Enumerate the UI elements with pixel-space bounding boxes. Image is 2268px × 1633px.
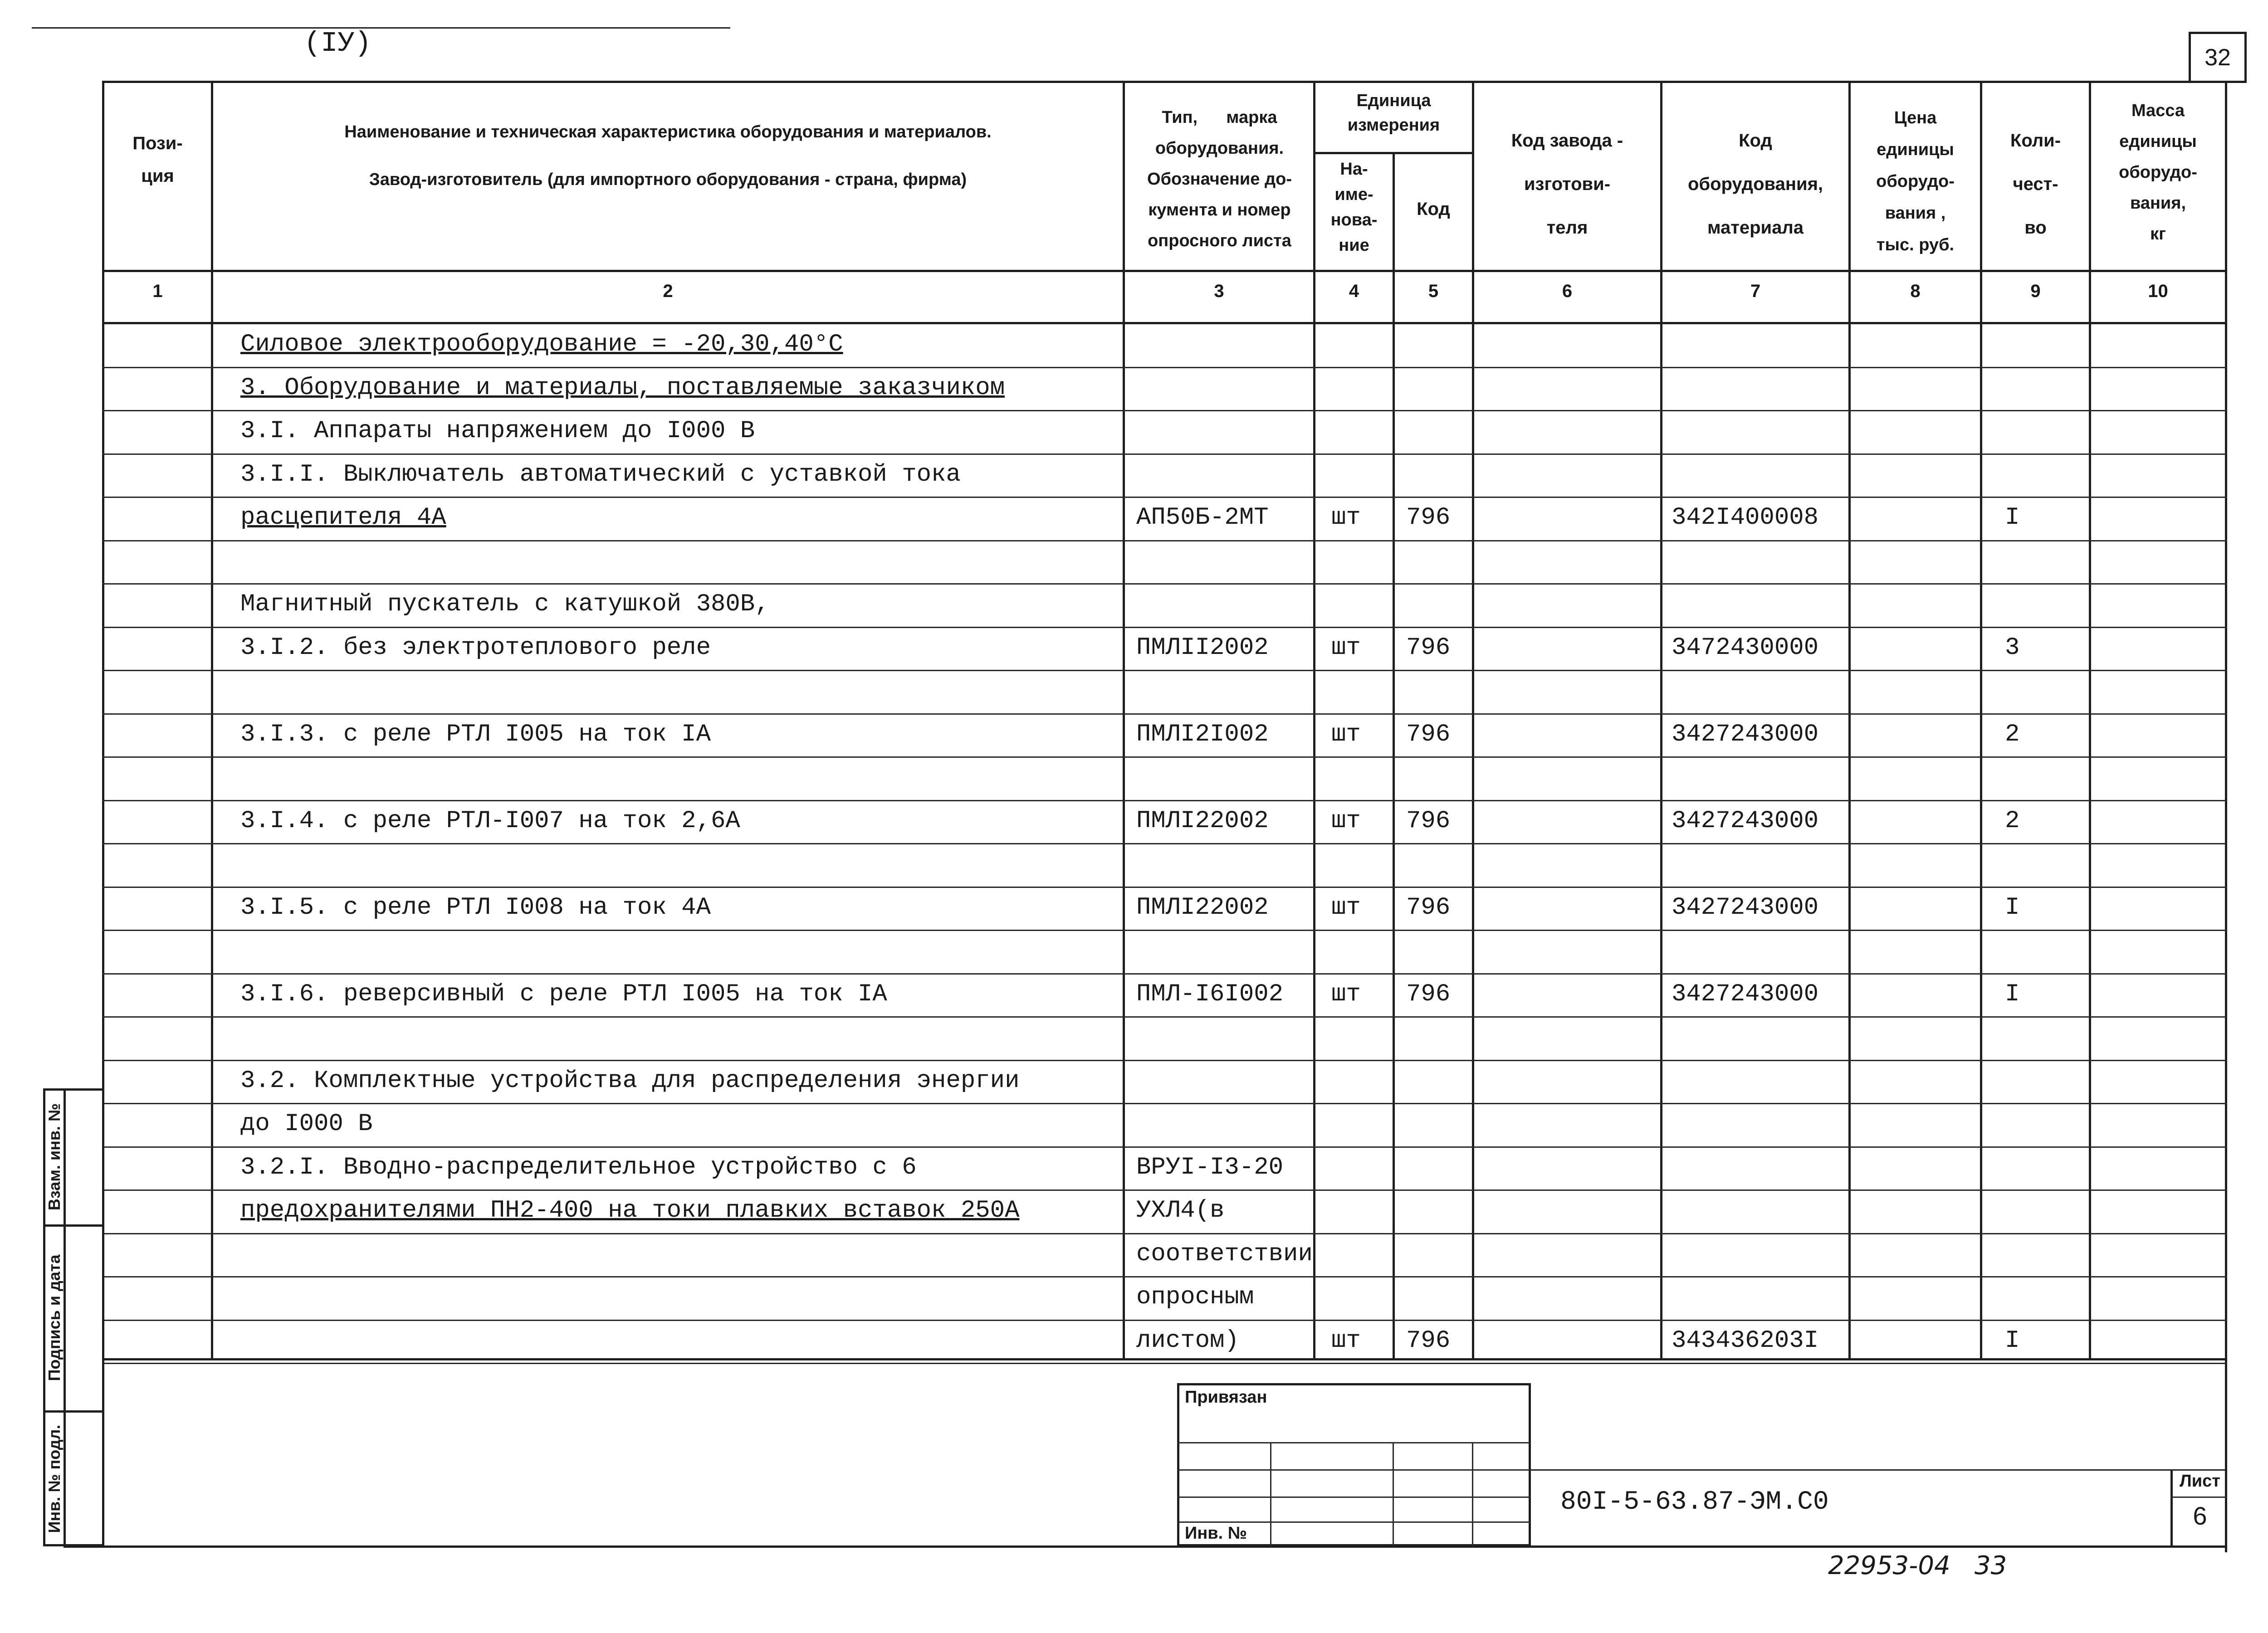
header-quantity: Коли- чест- во (2010, 131, 2061, 238)
cell-type: ПМЛII2002 (1136, 634, 1269, 662)
table-row (0, 931, 2268, 975)
cell-name: 3.2.I. Вводно-распределительное устройство с 6 (240, 1153, 917, 1181)
cell-code: 796 (1406, 1326, 1451, 1355)
page-number: 32 (2204, 44, 2231, 71)
cell-unit: шт (1331, 980, 1361, 1008)
cell-name: 3.I.5. с реле РТЛ I008 на ток 4А (240, 893, 711, 921)
table-row (0, 974, 2268, 1019)
table-row (0, 801, 2268, 845)
cell-unit: шт (1331, 1326, 1361, 1355)
cell-unit: шт (1331, 720, 1361, 748)
row-divider (102, 1363, 2227, 1364)
list-label: Лист (2180, 1472, 2220, 1491)
stamp-row-1 (1177, 1442, 1531, 1443)
handwritten-number: 22953-04 33 (1828, 1551, 2007, 1580)
cell-qty: 3 (2005, 634, 2020, 662)
table-top-border (102, 81, 2247, 83)
colnum-3: 3 (1214, 281, 1224, 301)
table-row (0, 584, 2268, 629)
cell-name: 3.2. Комплектные устройства для распределения энергии (240, 1067, 1020, 1095)
cell-code: 796 (1406, 634, 1451, 662)
cell-name: 3.I. Аппараты напряжением до I000 В (240, 417, 755, 445)
table-row (0, 1321, 2268, 1365)
table-row (0, 454, 2268, 499)
cell-name: 3.I.2. без электротеплового реле (240, 634, 711, 662)
cell-code: 796 (1406, 807, 1451, 835)
table-row (0, 497, 2268, 542)
cell-name: 3.I.I. Выключатель автоматический с уставкой тока (240, 460, 961, 488)
cell-type: соответствии (1136, 1240, 1313, 1268)
table-row (0, 757, 2268, 802)
table-row (0, 1277, 2268, 1321)
cell-name: Силовое электрооборудование = -20,30,40°С (240, 331, 843, 358)
list-number: 6 (2193, 1501, 2207, 1530)
cell-unit: шт (1331, 504, 1361, 531)
cell-equip: 3427243000 (1672, 893, 1819, 921)
table-row (0, 671, 2268, 715)
stamp-col-1 (1270, 1442, 1271, 1546)
table-row (0, 1104, 2268, 1148)
header-unit-group: Единица измерения (1347, 91, 1440, 135)
header-bottom-line (102, 270, 2227, 272)
stamp-col-3 (1472, 1442, 1473, 1546)
colnum-9: 9 (2030, 281, 2041, 301)
cell-type: ПМЛI22002 (1136, 807, 1269, 835)
table-row (0, 324, 2268, 369)
cell-type: ПМЛI2I002 (1136, 720, 1269, 748)
cell-type: АП50Б-2МТ (1136, 504, 1269, 531)
cell-type: ПМЛ-I6I002 (1136, 980, 1284, 1008)
header-equipment-code: Код оборудования, материала (1687, 131, 1823, 238)
title-block-line (1531, 1469, 2227, 1471)
table-row (0, 368, 2268, 412)
cell-code: 796 (1406, 720, 1451, 748)
stamp-privyazan: Привязан (1185, 1388, 1267, 1407)
side-label-inv: Инв. № подл. (45, 1424, 64, 1533)
table-row (0, 411, 2268, 455)
table-row (0, 1017, 2268, 1062)
list-box-divider (2170, 1497, 2227, 1498)
cell-equip: 342I400008 (1672, 504, 1819, 531)
header-type: Тип, марка оборудования. Обозначение до- кумента и номер опросного листа (1147, 108, 1292, 250)
cell-qty: I (2005, 893, 2020, 921)
stamp-col-2 (1393, 1442, 1394, 1546)
header-unit-name: На- име- нова- ние (1330, 160, 1378, 255)
cell-equip: 3427243000 (1672, 807, 1819, 835)
cell-name: 3.I.4. с реле РТЛ-I007 на ток 2,6А (240, 807, 740, 835)
cell-type: ВРУI-I3-20 (1136, 1153, 1284, 1181)
table-row (0, 628, 2268, 672)
cell-equip: 3472430000 (1672, 634, 1819, 662)
cell-equip: 3427243000 (1672, 720, 1819, 748)
cell-type: листом) (1136, 1326, 1239, 1355)
header-unit-code: Код (1417, 199, 1450, 219)
cell-unit: шт (1331, 634, 1361, 662)
cell-code: 796 (1406, 504, 1451, 531)
cell-unit: шт (1331, 893, 1361, 921)
cell-name: расцепителя 4А (240, 504, 446, 531)
table-row (0, 1061, 2268, 1105)
page-number-box (2189, 32, 2247, 81)
colnum-2: 2 (663, 281, 673, 301)
table-row (0, 1190, 2268, 1235)
page-bottom-line (64, 1545, 2227, 1548)
top-rule (32, 27, 730, 29)
stamp-inv-no: Инв. № (1185, 1524, 1247, 1543)
cell-code: 796 (1406, 893, 1451, 921)
unit-group-line (1313, 152, 1474, 154)
cell-unit: шт (1331, 807, 1361, 835)
table-row (0, 714, 2268, 759)
side-label-vzam: Взам. инв. № (45, 1103, 64, 1211)
colnum-5: 5 (1428, 281, 1439, 301)
cell-type: ПМЛI22002 (1136, 893, 1269, 921)
cell-qty: I (2005, 504, 2020, 531)
cell-name: 3. Оборудование и материалы, поставляемые заказчиком (240, 374, 1005, 402)
header-position: Пози- ция (132, 133, 183, 186)
stamp-row-3 (1177, 1497, 1531, 1498)
colnum-8: 8 (1910, 281, 1921, 301)
roman-label: (IУ) (304, 27, 371, 59)
side-label-podpis: Подпись и дата (45, 1254, 64, 1381)
cell-equip: 343436203I (1672, 1326, 1819, 1355)
cell-qty: I (2005, 1326, 2020, 1355)
table-row (0, 1147, 2268, 1192)
cell-name: 3.I.3. с реле РТЛ I005 на ток IА (240, 720, 711, 748)
table-row (0, 1234, 2268, 1278)
header-mass: Масса единицы оборудо- вания, кг (2119, 101, 2197, 244)
cell-name: 3.I.6. реверсивный с реле РТЛ I005 на ток IА (240, 980, 887, 1008)
colnum-6: 6 (1562, 281, 1573, 301)
cell-qty: 2 (2005, 807, 2020, 835)
stamp-row-4 (1177, 1521, 1531, 1523)
colnum-4: 4 (1349, 281, 1359, 301)
cell-qty: I (2005, 980, 2020, 1008)
colnum-7: 7 (1750, 281, 1761, 301)
cell-name: до I000 В (240, 1110, 373, 1138)
cell-name: предохранителями ПН2-400 на токи плавких вставок 250А (240, 1197, 1020, 1224)
table-row (0, 541, 2268, 585)
colnum-1: 1 (152, 281, 163, 301)
stamp-row-2 (1177, 1469, 1531, 1471)
header-plant-code: Код завода - изготови- теля (1511, 131, 1623, 238)
doc-code: 80I-5-63.87-ЭМ.С0 (1560, 1487, 1829, 1517)
header-price: Цена единицы оборудо- вания , тыс. руб. (1876, 108, 1955, 254)
cell-code: 796 (1406, 980, 1451, 1008)
header-name-line1: Наименование и техническая характеристика оборудования и материалов. (344, 122, 992, 141)
cell-equip: 3427243000 (1672, 980, 1819, 1008)
cell-qty: 2 (2005, 720, 2020, 748)
cell-name: Магнитный пускатель с катушкой 380В, (240, 590, 770, 618)
colnum-10: 10 (2148, 281, 2168, 301)
table-row (0, 844, 2268, 888)
cell-type: опросным (1136, 1283, 1254, 1311)
header-name-line2: Завод-изготовитель (для импортного оборудования - страна, фирма) (369, 170, 967, 189)
table-row (0, 887, 2268, 932)
cell-type: УХЛ4(в (1136, 1197, 1225, 1224)
